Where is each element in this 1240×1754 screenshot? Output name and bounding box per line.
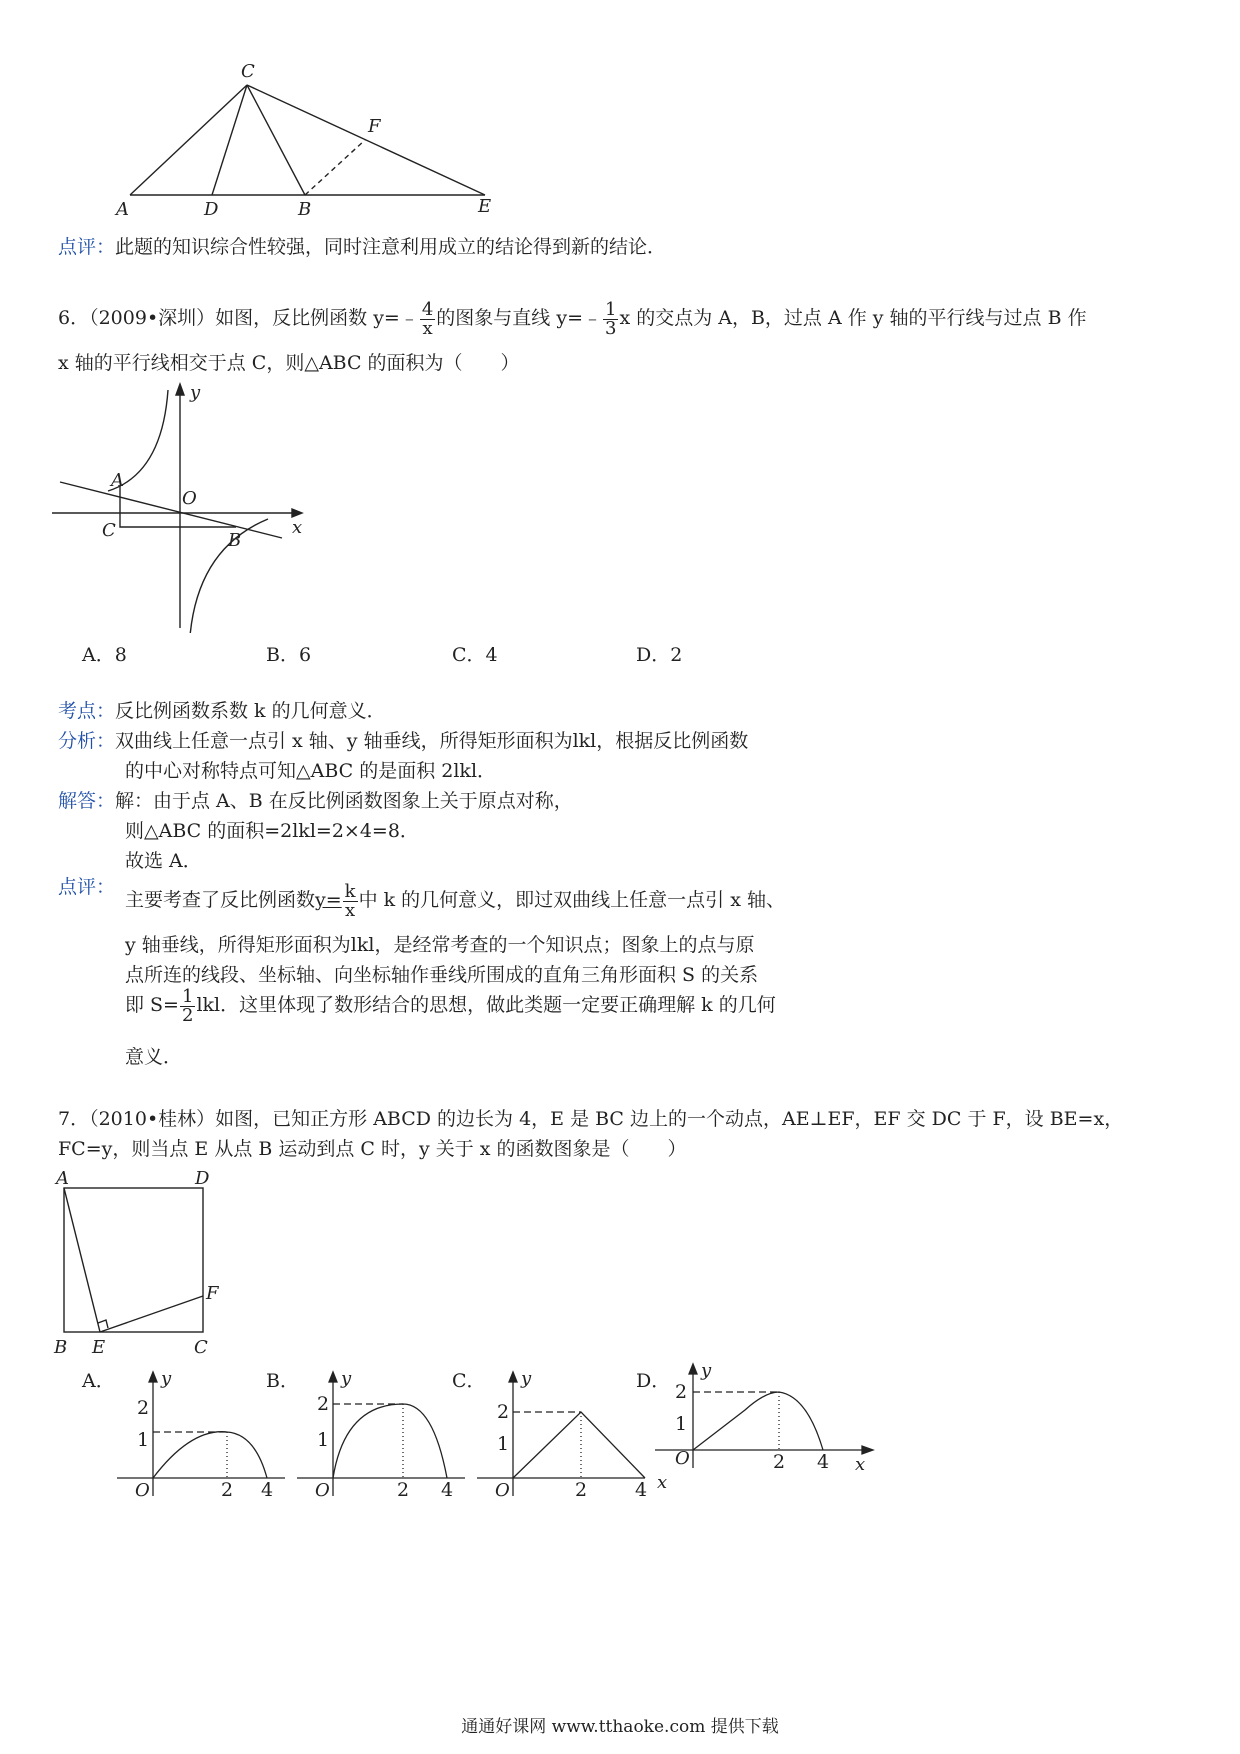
tick-2x: 2 <box>575 1479 588 1500</box>
tick-2: 2 <box>675 1381 688 1403</box>
point-a-label: A <box>111 470 124 491</box>
label-e: E <box>478 196 492 217</box>
frac-num: 1 <box>605 298 617 320</box>
tick-2: 2 <box>137 1397 150 1419</box>
axis-y-label: y <box>190 382 201 403</box>
fraction-k-over-x <box>343 880 358 921</box>
origin-label: O <box>495 1480 510 1500</box>
point-b-label: B <box>228 530 242 551</box>
tick-2: 2 <box>497 1401 510 1423</box>
graph-a[interactable] <box>115 1368 295 1500</box>
sq-label-f: F <box>206 1283 219 1304</box>
tick-1: 1 <box>675 1413 688 1435</box>
fenxi <box>58 726 748 753</box>
tick-2: 2 <box>317 1393 330 1415</box>
label-a: A <box>116 199 129 220</box>
graph-b[interactable] <box>295 1368 475 1500</box>
axis-x-label: x <box>292 517 303 538</box>
graph-d[interactable] <box>655 1360 875 1510</box>
dp1-text-a: 主要考查了反比例函数 <box>125 889 316 911</box>
axis-x-label-below: x <box>657 1472 668 1493</box>
axis-y-label: y <box>521 1368 532 1389</box>
comment-1 <box>58 232 666 259</box>
label-f: F <box>368 116 381 137</box>
fraction-4-over-x <box>420 298 435 339</box>
fraction-1-over-3 <box>603 298 618 339</box>
tick-4x: 4 <box>261 1479 274 1500</box>
q7-option-b[interactable]: B． <box>266 1370 299 1392</box>
dianping-line1 <box>125 880 785 920</box>
tick-2x: 2 <box>397 1479 410 1500</box>
tick-2x: 2 <box>221 1479 234 1500</box>
q7-option-a[interactable]: A． <box>82 1370 115 1392</box>
frac-num: k <box>344 880 356 902</box>
dp4-text-a: 即 S= <box>125 994 179 1016</box>
sq-label-c: C <box>194 1337 208 1358</box>
q6-line1 <box>58 298 1087 338</box>
frac-num: 4 <box>421 298 434 320</box>
square-figure <box>50 1160 250 1360</box>
q6-option-b[interactable]: B．6 <box>266 644 312 666</box>
q6-text-a: 6．（2009•深圳）如图，反比例函数 y=﹣ <box>58 307 419 329</box>
graph-c[interactable] <box>475 1368 655 1500</box>
origin-label: O <box>135 1480 150 1500</box>
dp4-text-b: lkl．这里体现了数形结合的思想，做此类题一定要正确理解 k 的几何 <box>196 994 776 1016</box>
origin-label: O <box>182 488 197 509</box>
hyperbola-figure <box>50 378 320 633</box>
dp1-text-b: 中 k 的几何意义，即过双曲线上任意一点引 x 轴、 <box>358 889 785 911</box>
frac-den: x <box>422 317 433 339</box>
footer: 通通好课网 www.tthaoke.com 提供下载 <box>461 1717 779 1737</box>
kaodian-text: 反比例函数系数 k 的几何意义． <box>115 700 386 722</box>
tick-4x: 4 <box>441 1479 454 1500</box>
axis-x-label: x <box>855 1454 866 1475</box>
q6-text-c: x 的交点为 A，B，过点 A 作 y 轴的平行线与过点 B 作 <box>619 307 1087 329</box>
dianping-line5: 意义． <box>125 1046 183 1068</box>
triangle-figure <box>110 60 510 240</box>
frac-den: 3 <box>605 317 617 339</box>
q6-line2: x 轴的平行线相交于点 C，则△ABC 的面积为（ ） <box>58 352 520 374</box>
tick-1: 1 <box>317 1429 330 1451</box>
tick-2x: 2 <box>773 1451 786 1473</box>
dianping-line3: 点所连的线段、坐标轴、向坐标轴作垂线所围成的直角三角形面积 S 的关系 <box>125 964 759 986</box>
fenxi-line2: 的中心对称特点可知△ABC 的是面积 2lkl． <box>125 760 497 782</box>
origin-label: O <box>675 1448 690 1469</box>
frac-den: 2 <box>181 1004 194 1026</box>
jieda-line3: 故选 A． <box>125 850 202 872</box>
axis-y-label: y <box>161 1368 172 1389</box>
sq-label-e: E <box>92 1337 106 1358</box>
tick-4x: 4 <box>817 1451 830 1473</box>
dianping-line4 <box>125 985 776 1025</box>
frac-num: 1 <box>181 985 194 1007</box>
sq-label-a: A <box>56 1168 69 1189</box>
q6-option-c[interactable]: C．4 <box>452 644 498 666</box>
q7-line1: 7．（2010•桂林）如图，已知正方形 ABCD 的边长为 4，E 是 BC 边上的一个动点，AE⊥EF，EF 交 DC 于 F，设 BE=x， <box>58 1108 1124 1130</box>
fenxi-tag: 分析： <box>58 730 116 752</box>
sq-label-d: D <box>195 1168 210 1189</box>
axis-y-label: y <box>341 1368 352 1389</box>
jieda-line1: 解：由于点 A、B 在反比例函数图象上关于原点对称， <box>115 790 573 812</box>
label-d: D <box>204 199 219 220</box>
origin-label: O <box>315 1480 330 1500</box>
comment-text: 此题的知识综合性较强，同时注意利用成立的结论得到新的结论． <box>115 236 667 258</box>
frac-den: x <box>345 899 356 921</box>
dianping-tag: 点评： <box>58 876 116 898</box>
q6-option-d[interactable]: D．2 <box>636 644 683 666</box>
dp1-y-eq: y= <box>315 889 342 911</box>
jieda-line2: 则△ABC 的面积=2lkl=2×4=8． <box>125 820 419 842</box>
fraction-1-over-2 <box>180 985 195 1026</box>
q6-option-a[interactable]: A．8 <box>82 644 127 666</box>
tick-1: 1 <box>137 1429 150 1451</box>
q7-option-c[interactable]: C． <box>452 1370 486 1392</box>
axis-y-label: y <box>701 1360 712 1381</box>
kaodian-tag: 考点： <box>58 700 116 722</box>
q7-line2: FC=y，则当点 E 从点 B 运动到点 C 时，y 关于 x 的函数图象是（ ） <box>58 1138 687 1160</box>
tick-4x: 4 <box>635 1479 648 1500</box>
sq-label-b: B <box>54 1337 68 1358</box>
label-c: C <box>241 61 255 82</box>
kaodian <box>58 696 386 723</box>
label-b: B <box>298 199 312 220</box>
q7-option-d[interactable]: D． <box>636 1370 671 1392</box>
point-c-label: C <box>102 520 116 541</box>
jieda <box>58 786 573 813</box>
q6-text-b: 的图象与直线 y=﹣ <box>436 307 602 329</box>
tick-1: 1 <box>497 1433 510 1455</box>
fenxi-line1: 双曲线上任意一点引 x 轴、y 轴垂线，所得矩形面积为lkl，根据反比例函数 <box>115 730 749 752</box>
dianping-line2: y 轴垂线，所得矩形面积为lkl，是经常考查的一个知识点；图象上的点与原 <box>125 934 755 956</box>
comment-tag: 点评： <box>58 236 116 258</box>
jieda-tag: 解答： <box>58 790 116 812</box>
